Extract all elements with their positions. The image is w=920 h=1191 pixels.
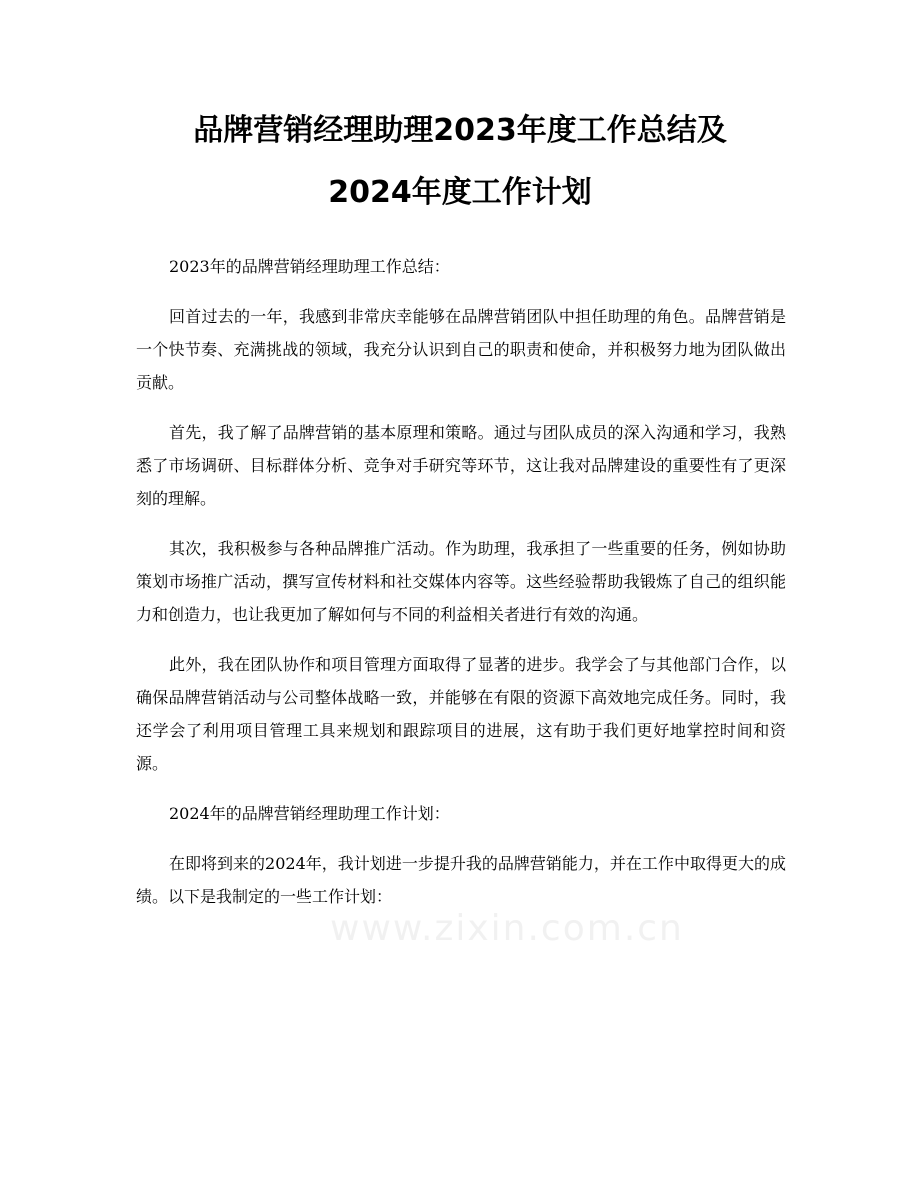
section-heading-2024-plan: 2024年的品牌营销经理助理工作计划： xyxy=(169,804,450,823)
paragraph-review: 回首过去的一年，我感到非常庆幸能够在品牌营销团队中担任助理的角色。品牌营销是一个快节奏、充满挑战的领域，我充分认识到自己的职责和使命，并积极努力地为团队做出贡献。 xyxy=(136,307,786,392)
paragraph-plan-intro: 在即将到来的2024年，我计划进一步提升我的品牌营销能力，并在工作中取得更大的成绩。以下是我制定的一些工作计划： xyxy=(136,854,786,906)
section-heading-2023-summary: 2023年的品牌营销经理助理工作总结： xyxy=(169,257,450,276)
paragraph-additionally: 此外，我在团队协作和项目管理方面取得了显著的进步。我学会了与其他部门合作，以确保品牌营销活动与公司整体战略一致，并能够在有限的资源下高效地完成任务。同时，我还学会了利用项目管理工具来规划和跟踪项目的进展，这有助于我们更好地掌控时间和资源。 xyxy=(136,655,786,773)
paragraph-second: 其次，我积极参与各种品牌推广活动。作为助理，我承担了一些重要的任务，例如协助策划市场推广活动，撰写宣传材料和社交媒体内容等。这些经验帮助我锻炼了自己的组织能力和创造力，也让我更加了解如何与不同的利益相关者进行有效的沟通。 xyxy=(136,539,786,624)
document-title-line-2: 2024年度工作计划 xyxy=(328,175,592,210)
document-body xyxy=(136,250,786,930)
paragraph-first: 首先，我了解了品牌营销的基本原理和策略。通过与团队成员的深入沟通和学习，我熟悉了市场调研、目标群体分析、竞争对手研究等环节，这让我对品牌建设的重要性有了更深刻的理解。 xyxy=(136,423,786,508)
document-title-line-1: 品牌营销经理助理2023年度工作总结及 xyxy=(193,113,727,148)
watermark: www.zixin.com.cn xyxy=(330,908,684,949)
